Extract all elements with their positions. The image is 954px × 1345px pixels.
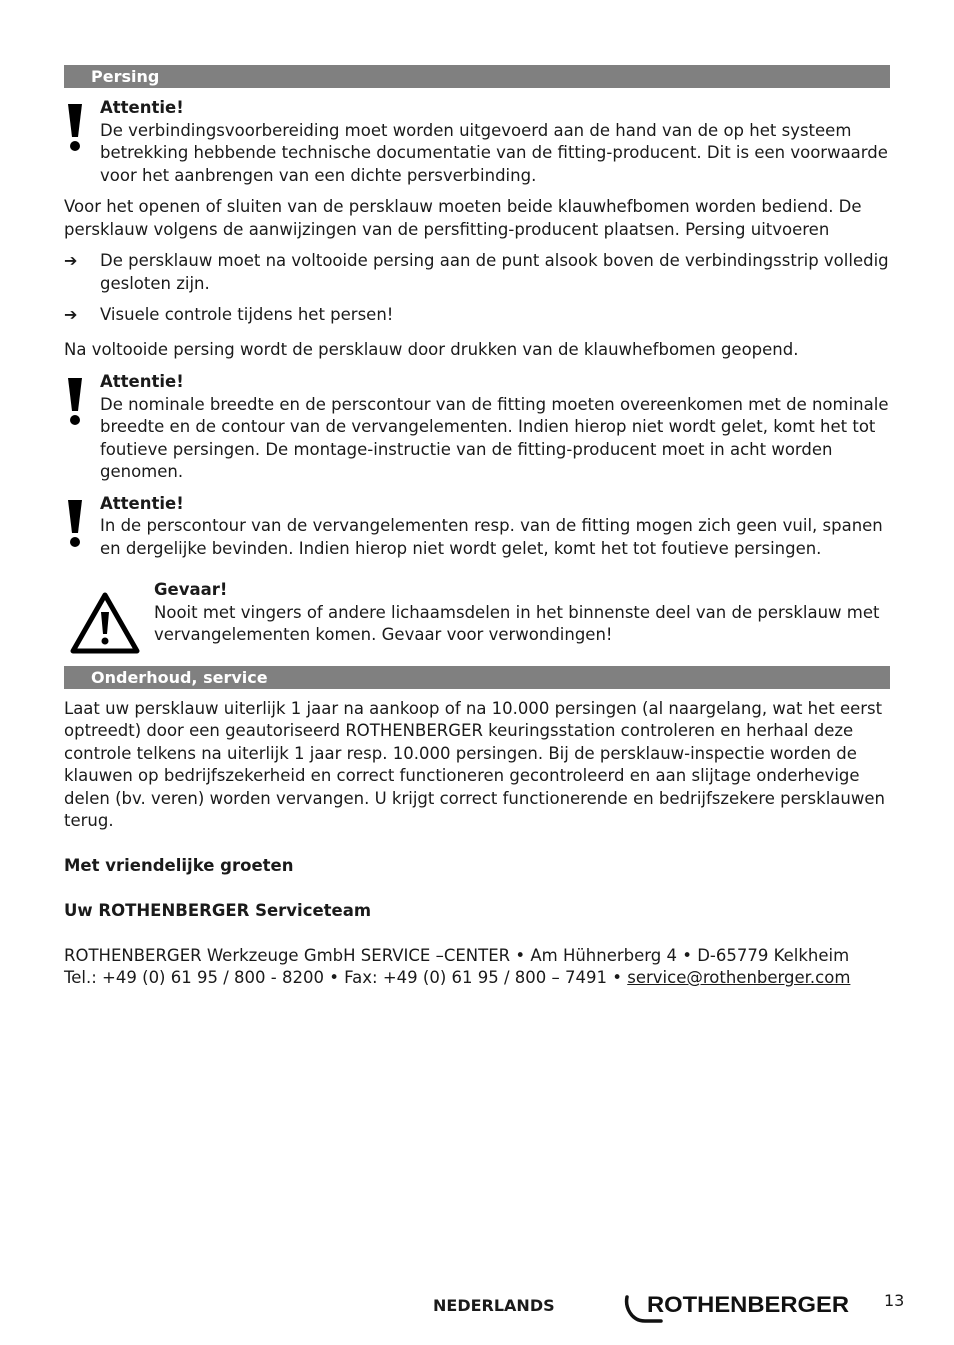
exclamation-icon	[67, 103, 83, 151]
danger-text: Nooit met vingers of andere lichaamsdelen in het binnenste deel van de persklauw met vervangelementen komen. Gevaar voor verwondingen!	[154, 602, 880, 644]
document-page	[64, 65, 890, 990]
notice-text: In de perscontour van de vervangelementen resp. van de fitting mogen zich geen vuil, spanen en dergelijke bevinden. Indien hierop niet wordt gelet, komt het tot foutieve persingen.	[100, 516, 883, 558]
service-paragraph: Laat uw persklauw uiterlijk 1 jaar na aankoop of na 10.000 persingen (al naargelang, wat het eerst optreedt) door een geautoriseerd ROTHENBERGER keuringsstation controleren en herhaal deze controle telkens na uiterlijk 1 jaar resp. 10.000 persingen. Bij de persklauw-inspectie worden de klauwen op bedrijfszekerheid en correct functioneren gecontroleerd en aan slijtage onderhevige delen (bv. veren) worden vervangen. U krijgt correct functionerende en bedrijfszekere persklauwen terug.	[64, 698, 885, 830]
paragraph-after-pressing: Na voltooide persing wordt de persklauw door drukken van de klauwhefbomen geopend.	[64, 339, 799, 359]
notice-text: De verbindingsvoorbereiding moet worden uitgevoerd aan de hand van de op het systeem betrekking hebbende technische documentatie van de fitting-producent. Dit is een voorwaarde voor het aanbrengen van een dichte persverbinding.	[100, 120, 888, 185]
notice-title: Attentie!	[100, 493, 184, 513]
arrow-right-icon: ➔	[64, 251, 78, 270]
notice-text: De nominale breedte en de perscontour van de fitting moeten overeenkomen met de nominale breedte en de contour van de vervangelementen. Indien hierop niet wordt gelet, komt het tot foutieve persingen. De montage-instructie van de fitting-producent moet in acht worden genomen.	[100, 394, 889, 481]
rothenberger-logo	[623, 1291, 853, 1325]
email-link[interactable]: service@rothenberger.com	[627, 968, 851, 987]
svg-text:ROTHENBERGER: ROTHENBERGER	[647, 1292, 850, 1317]
bullet-text: De persklauw moet na voltooide persing aan de punt alsook boven de verbindingsstrip volledig gesloten zijn.	[100, 251, 889, 293]
notice-title: Attentie!	[100, 372, 184, 391]
attention-notice-3	[64, 493, 890, 561]
arrow-right-icon: ➔	[64, 305, 78, 324]
address-line-2	[64, 967, 890, 990]
service-team: Uw ROTHENBERGER Serviceteam	[64, 901, 372, 920]
bullet-text: Visuele controle tijdens het persen!	[100, 305, 394, 324]
danger-title: Gevaar!	[154, 580, 228, 599]
page-number: 13	[884, 1291, 905, 1310]
footer-language: NEDERLANDS	[433, 1296, 555, 1315]
notice-title: Attentie!	[100, 98, 184, 117]
paragraph-open-close: Voor het openen of sluiten van de persklauw moeten beide klauwhefbomen worden bediend. De persklauw volgens de aanwijzingen van de persfitting-producent plaatsen. Persing uitvoeren	[64, 197, 862, 239]
warning-triangle-icon	[70, 592, 140, 654]
bullet-item-1	[64, 250, 890, 295]
section-header-persing: Persing	[64, 65, 890, 88]
section-header-service: Onderhoud, service	[64, 666, 890, 689]
attention-notice-1	[64, 97, 890, 187]
exclamation-icon	[67, 499, 83, 547]
exclamation-icon	[67, 377, 83, 425]
danger-notice	[64, 579, 890, 647]
address-line-1: ROTHENBERGER Werkzeuge GmbH SERVICE –CENTER • Am Hühnerberg 4 • D-65779 Kelkheim	[64, 945, 850, 965]
attention-notice-2	[64, 371, 890, 484]
greeting: Met vriendelijke groeten	[64, 855, 294, 875]
contact-numbers: Tel.: +49 (0) 61 95 / 800 - 8200 • Fax: +49 (0) 61 95 / 800 – 7491 •	[64, 968, 628, 987]
bullet-item-2	[64, 304, 890, 327]
